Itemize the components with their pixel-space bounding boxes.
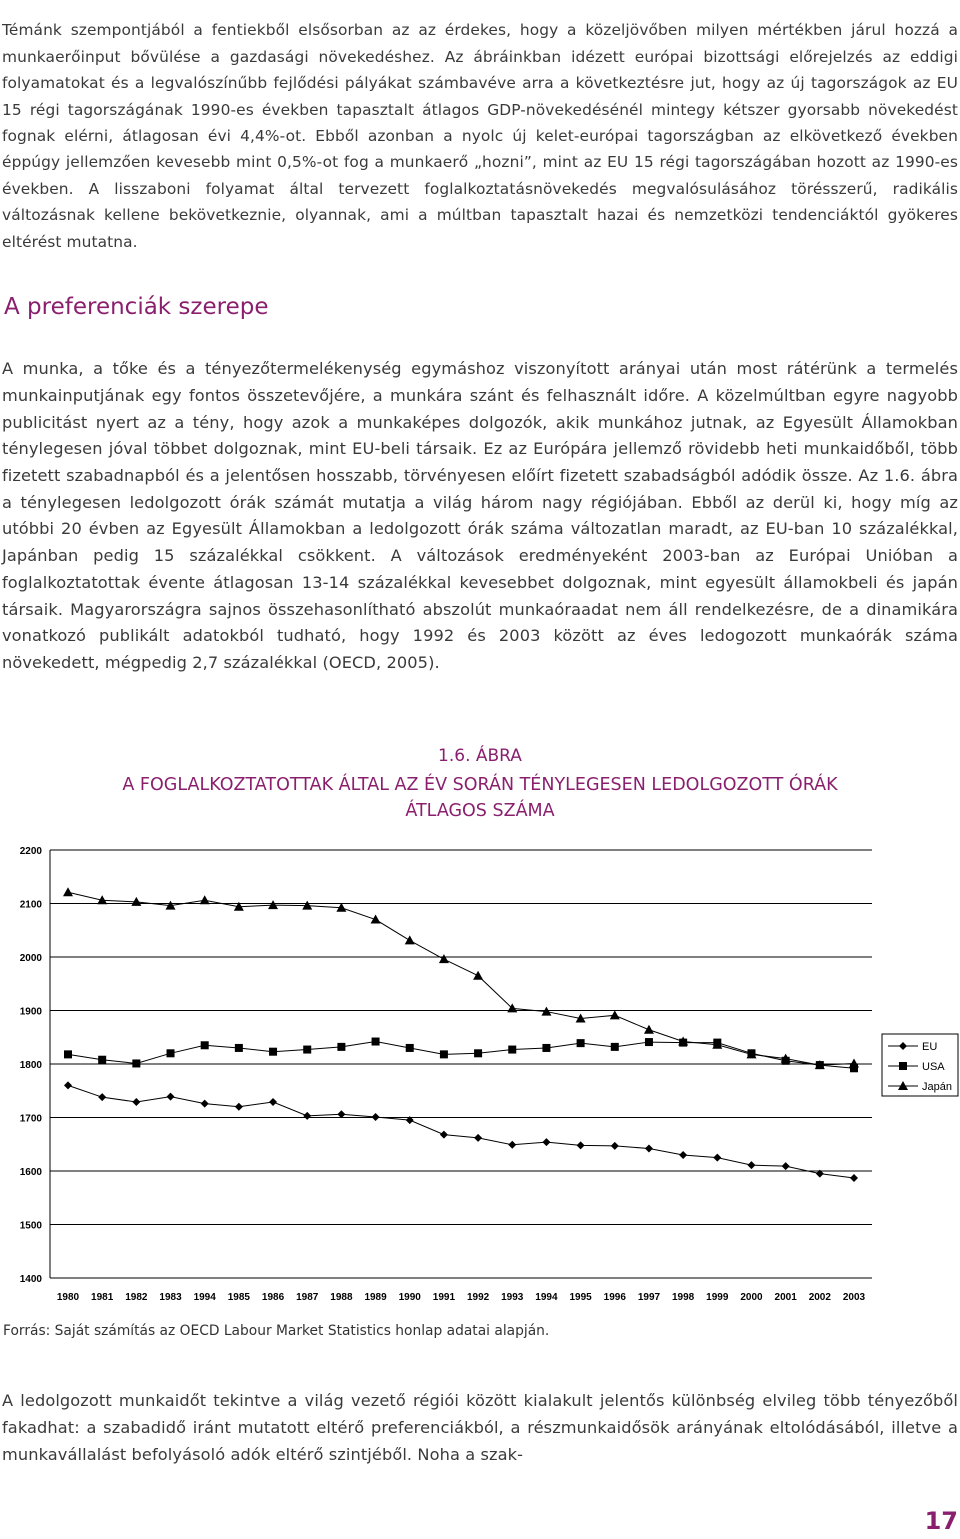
x-tick-label: 1991 (432, 1292, 456, 1303)
y-tick-label: 2000 (19, 953, 42, 964)
data-point-jap-n (849, 1058, 859, 1067)
x-tick-label: 1996 (603, 1292, 626, 1303)
series-usa (64, 1038, 858, 1073)
y-axis-ticks (20, 846, 43, 1285)
data-point-usa (406, 1044, 414, 1052)
legend-label: Japán (922, 1081, 952, 1093)
data-point-jap-n (644, 1025, 654, 1034)
x-tick-label: 2000 (740, 1292, 763, 1303)
y-tick-label: 1800 (19, 1060, 42, 1071)
data-point-eu (542, 1138, 550, 1146)
data-point-usa (98, 1056, 106, 1064)
data-point-eu (679, 1151, 687, 1159)
data-point-usa (167, 1049, 175, 1057)
data-point-usa (611, 1043, 619, 1051)
data-point-eu (611, 1142, 619, 1150)
y-tick-label: 1700 (19, 1113, 42, 1125)
data-point-eu (269, 1098, 277, 1106)
data-point-eu (645, 1145, 653, 1153)
data-point-usa (372, 1038, 380, 1046)
line-chart (0, 838, 960, 1308)
x-tick-label: 1992 (466, 1292, 490, 1303)
y-tick-label: 1500 (19, 1220, 42, 1232)
figure-number: 1.6. ÁBRA (438, 746, 522, 766)
data-point-jap-n (63, 887, 73, 896)
x-tick-label: 2003 (842, 1292, 866, 1303)
page-number: 17 (924, 1507, 958, 1535)
data-point-eu (713, 1154, 721, 1162)
section-paragraph: A munka, a tőke és a tényezőtermelékenység egymáshoz viszonyított arányai után most rátérünk a termelés munkainputjának egy fontos összetevőjére, a munkára szánt és felhasznált időre. A közelmúltban egyre nagyobb publicitást nyert az a tény, hogy azok a munkaképes dolgozók, akik munkához jutnak, az Egyesült Államokban ténylegesen jóval többet dolgoznak, mint EU-beli társaik. Ez az Európára jellemző rövidebb heti munkaidőből, több fizetett szabadnapból és a jelentősen hosszabb, törvényesen előírt fizetett szabadságból adódik össze. Az 1.6. ábra a ténylegesen ledolgozott órák számát mutatja a világ három nagy régiójában. Ebből az derül ki, hogy míg az utóbbi 20 évben az Egyesült Államokban a ledolgozott órák száma változatlan maradt, az EU-ban 10 százalékkal, Japánban pedig 15 százalékkal csökkent. A változások eredményeként 2003-ban az Európai Unióban a foglalkoztatottak évente átlagosan 13-14 százalékkal kevesebbet dolgoznak, mint egyesült államokbeli és japán társaik. Magyarországra sajnos összehasonlítható abszolút munkaóraadat nem áll rendelkezésre, de a dinamikára vonatkozó publikált adatokból tudható, hogy 1992 és 2003 között az éves ledogozott munkaórák száma növekedett, mégpedig 2,7 százalékkal (OECD, 2005). (2, 359, 958, 672)
data-point-usa (132, 1059, 140, 1067)
x-tick-label: 1993 (501, 1292, 524, 1303)
intro-paragraph: Témánk szempontjából a fentiekből elsősorban az az érdekes, hogy a közeljövőben milyen mértékben járul hozzá a munkaerőinput bővülése a gazdasági növekedéshez. Az ábráinkban idézett európai bizottsági előrejelzés az eddigi folyamatokat és a legvalószínűbb fejlődési pályákat számbavéve arra a következtésre jut, hogy az új tagországok az EU 15 régi tagországának 1990-es években tapasztalt átlagos GDP-növekedésénél mintegy kétszer gyorsabb növekedést fognak elérni, átlagosan évi 4,4%-ot. Ebből azonban a nyolc új kelet-európai tagországban az elkövetkező években éppúgy jellemzően kevesebb mint 0,5%-ot fog a munkaerő „hozni”, mint az EU 15 régi tagországában hozott az 1990-es években. A lisszaboni folyamat által tervezett foglalkoztatásnövekedés megvalósulásához törésszerű, radikális változásnak kellene bekövetkeznie, olyannak, ami a múltban tapasztalt hazai és nemzetközi tendenciáktól gyökeres eltérést mutatna. (2, 21, 958, 251)
x-tick-label: 1995 (569, 1292, 592, 1303)
x-tick-label: 1987 (296, 1292, 319, 1303)
data-point-eu (235, 1103, 243, 1111)
figure-title (40, 772, 920, 824)
chart-series (63, 887, 859, 1182)
data-point-jap-n (610, 1010, 620, 1019)
data-point-jap-n (405, 935, 415, 944)
chart-grid (50, 850, 872, 1278)
x-tick-label: 1985 (227, 1292, 250, 1303)
data-point-jap-n (200, 895, 210, 904)
data-point-eu (747, 1161, 755, 1169)
data-point-usa (508, 1046, 516, 1054)
x-tick-label: 2002 (808, 1292, 831, 1303)
data-point-usa (542, 1044, 550, 1052)
chart-legend (882, 1034, 958, 1096)
data-point-jap-n (371, 915, 381, 924)
data-point-jap-n (439, 954, 449, 963)
legend-item-eu (888, 1041, 937, 1053)
x-tick-label: 1986 (261, 1292, 285, 1303)
series-line-eu (68, 1085, 854, 1178)
source-note: Forrás: Saját számítás az OECD Labour Market Statistics honlap adatai alapján. (3, 1323, 550, 1339)
data-point-usa (269, 1048, 277, 1056)
data-point-eu (372, 1113, 380, 1121)
x-tick-label: 1983 (159, 1292, 182, 1303)
data-point-eu (132, 1098, 140, 1106)
x-tick-label: 1990 (398, 1292, 421, 1303)
x-tick-label: 1997 (637, 1292, 661, 1303)
data-point-usa (440, 1050, 448, 1058)
data-point-eu (577, 1141, 585, 1149)
data-point-eu (782, 1162, 790, 1170)
data-point-usa (645, 1038, 653, 1046)
series-jap-n (63, 887, 859, 1069)
legend-item-jap-n (888, 1081, 952, 1093)
figure-title-line-2: ÁTLAGOS SZÁMA (405, 801, 555, 821)
data-point-usa (64, 1050, 72, 1058)
data-point-eu (98, 1093, 106, 1101)
x-axis-ticks (57, 1292, 866, 1303)
y-tick-label: 2200 (19, 846, 42, 857)
x-tick-label: 1998 (672, 1292, 695, 1303)
legend-label: USA (922, 1061, 945, 1073)
data-point-eu (303, 1112, 311, 1120)
x-tick-label: 2001 (774, 1292, 797, 1303)
legend-marker-eu (899, 1042, 907, 1050)
data-point-usa (235, 1044, 243, 1052)
data-point-usa (337, 1043, 345, 1051)
data-point-eu (440, 1131, 448, 1139)
legend-item-usa (888, 1061, 945, 1073)
x-tick-label: 1994 (193, 1292, 216, 1303)
closing-paragraph: A ledolgozott munkaidőt tekintve a világ vezető régiói között kialakult jelentős különbség elvileg több tényezőből fakadhat: a szabadidő iránt mutatott eltérő preferenciákból, a részmunkaidősök arányának eltolódásából, illetve a munkavállalást befolyásoló adók eltérő szintjéből. Noha a szak- (2, 1391, 958, 1464)
figure-title-line-1: A FOGLALKOZTATOTTAK ÁLTAL AZ ÉV SORÁN TÉNYLEGESEN LEDOLGOZOTT ÓRÁK (122, 775, 838, 795)
data-point-usa (577, 1039, 585, 1047)
y-tick-label: 1900 (19, 1006, 42, 1018)
x-tick-label: 1994 (535, 1292, 558, 1303)
data-point-eu (201, 1100, 209, 1108)
data-point-jap-n (473, 971, 483, 980)
x-tick-label: 1988 (330, 1292, 353, 1303)
data-point-jap-n (268, 900, 278, 909)
data-point-eu (508, 1141, 516, 1149)
series-line-jap-n (68, 892, 854, 1065)
legend-label: EU (922, 1041, 938, 1053)
data-point-eu (474, 1134, 482, 1142)
data-point-eu (64, 1081, 72, 1089)
data-point-usa (474, 1049, 482, 1057)
x-tick-label: 1989 (364, 1292, 387, 1303)
x-tick-label: 1999 (706, 1292, 729, 1303)
data-point-eu (850, 1174, 858, 1182)
data-point-usa (201, 1041, 209, 1049)
x-tick-label: 1982 (125, 1292, 148, 1303)
y-tick-label: 1600 (19, 1167, 42, 1178)
section-heading: A preferenciák szerepe (4, 294, 269, 320)
series-eu (64, 1081, 858, 1182)
x-tick-label: 1980 (56, 1292, 80, 1303)
data-point-usa (303, 1046, 311, 1054)
x-tick-label: 1981 (91, 1292, 114, 1303)
y-tick-label: 2100 (19, 899, 42, 911)
legend-marker-usa (899, 1062, 907, 1070)
y-tick-label: 1400 (19, 1274, 42, 1285)
data-point-eu (167, 1093, 175, 1101)
